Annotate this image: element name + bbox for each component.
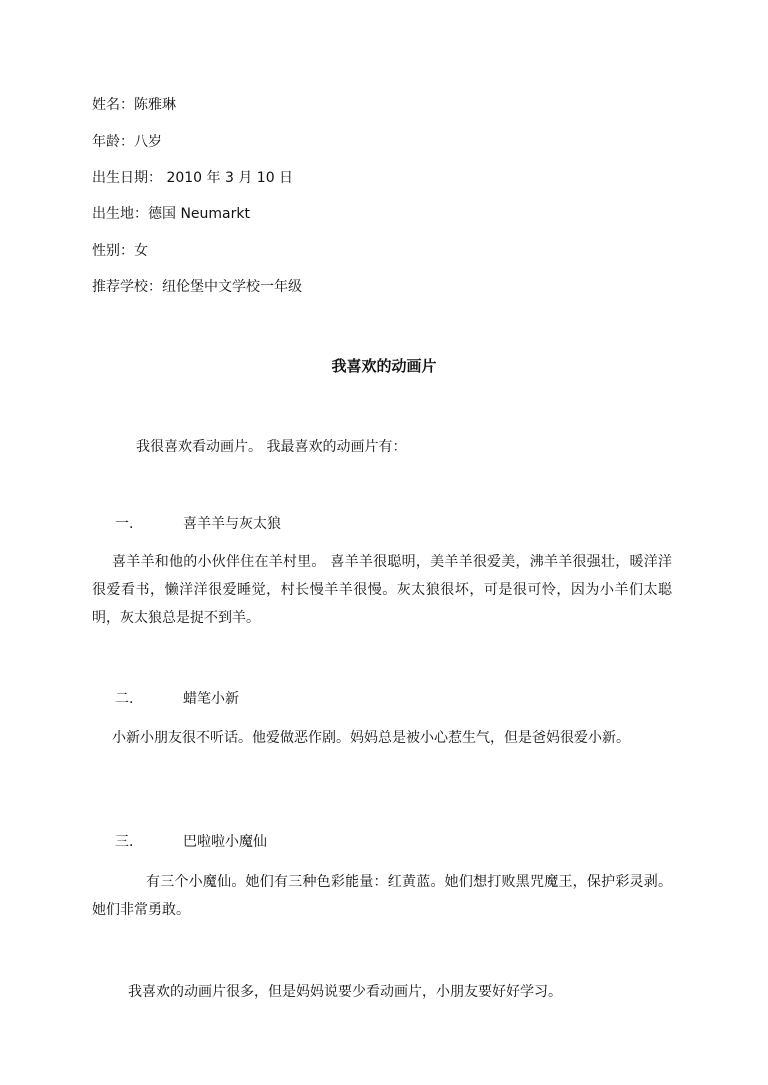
section-heading-1 bbox=[115, 514, 281, 534]
section-number: 三. bbox=[115, 834, 134, 850]
section-body-2: 小新小朋友很不听话。他爱做恶作剧。妈妈总是被小心惹生气，但是爸妈很爱小新。 bbox=[112, 730, 630, 746]
section-number: 二. bbox=[115, 691, 134, 707]
section-body-1: 喜羊羊和他的小伙伴住在羊村里。 喜羊羊很聪明，美羊羊很爱美，沸羊羊很强壮，暖洋洋很爱看书，懒洋洋很爱睡觉，村长慢羊羊很慢。灰太狼很坏，可是很可怜，因为小羊们太聪明，灰太狼总是捉不到羊。 bbox=[92, 554, 672, 626]
info-age: 年龄：八岁 bbox=[92, 134, 162, 150]
essay-title: 我喜欢的动画片 bbox=[331, 357, 437, 375]
section-title: 喜羊羊与灰太狼 bbox=[183, 516, 281, 532]
section-heading-3 bbox=[115, 832, 267, 852]
info-gender: 性别：女 bbox=[92, 243, 148, 259]
section-title: 蜡笔小新 bbox=[183, 691, 239, 707]
info-name: 姓名：陈雅琳 bbox=[92, 97, 176, 113]
intro-paragraph: 我很喜欢看动画片。 我最喜欢的动画片有： bbox=[136, 439, 407, 455]
info-birthplace: 出生地：德国 Neumarkt bbox=[92, 206, 250, 222]
section-body-3: 有三个小魔仙。她们有三种色彩能量：红黄蓝。她们想打败黑咒魔王，保护彩灵剥。她们非常勇敢。 bbox=[92, 874, 672, 918]
closing-paragraph: 我喜欢的动画片很多，但是妈妈说要少看动画片，小朋友要好好学习。 bbox=[128, 984, 562, 1000]
info-birth-date: 出生日期： 2010 年 3 月 10 日 bbox=[92, 170, 294, 186]
section-title: 巴啦啦小魔仙 bbox=[183, 834, 267, 850]
info-school: 推荐学校：纽伦堡中文学校一年级 bbox=[92, 279, 302, 295]
section-heading-2 bbox=[115, 689, 239, 709]
section-number: 一. bbox=[115, 516, 134, 532]
